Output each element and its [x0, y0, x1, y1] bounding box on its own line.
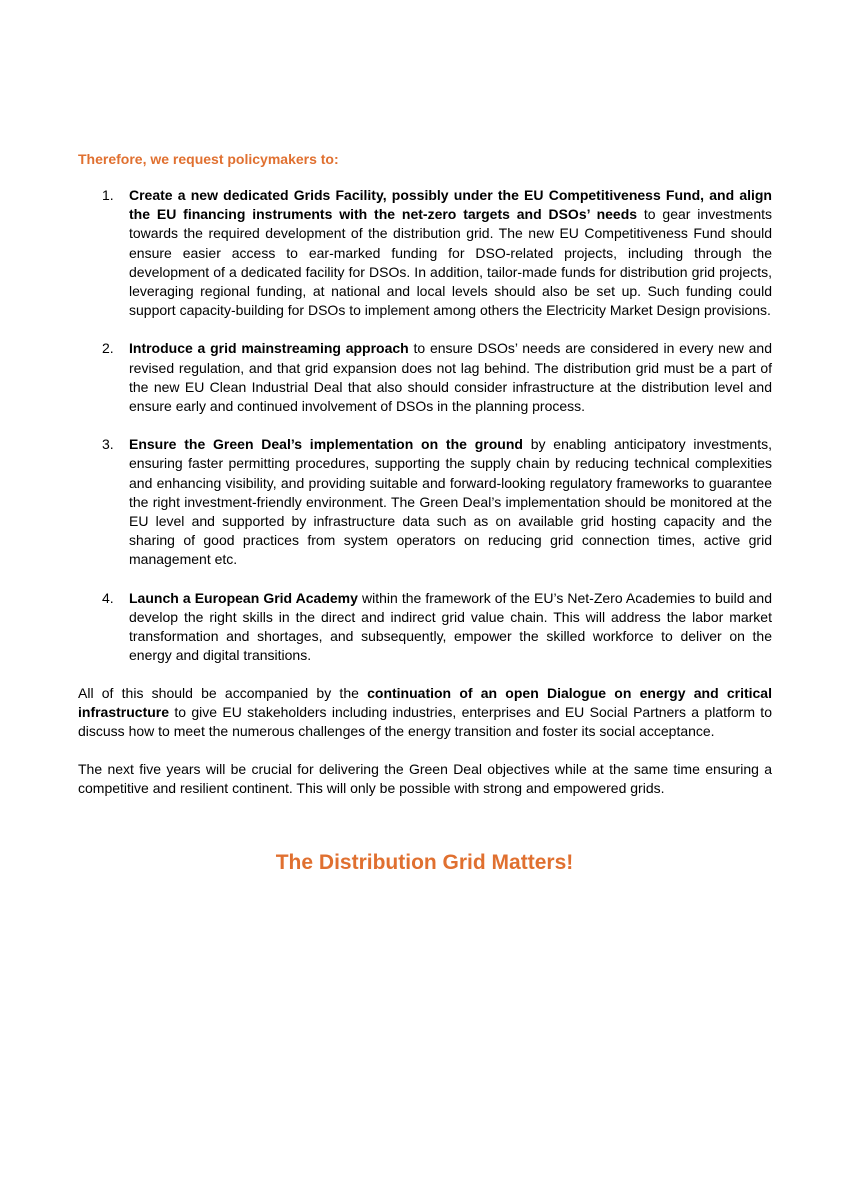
list-item [78, 186, 772, 320]
intro-heading: Therefore, we request policymakers to: [78, 151, 339, 167]
list-item-number: 1. [102, 187, 114, 203]
closing-slogan: The Distribution Grid Matters! [275, 851, 574, 874]
list-item-text: within the framework of the EU’s Net-Zero Academies to build and develop the right skills in the direct and indirect grid value chain. This will address the labor market transformation and shortages, and subsequently, empower the skilled workforce to deliver on the energy and digital transitions. [129, 589, 772, 664]
outlook-paragraph: The next five years will be crucial for delivering the Green Deal objectives while at the same time ensuring a competitive and resilient continent. This will only be possible with strong and empowered grids. [78, 761, 772, 797]
list-item [78, 589, 772, 666]
list-item [78, 435, 772, 569]
dialogue-paragraph-post: to give EU stakeholders including industries, enterprises and EU Social Partners a platform to discuss how to meet the numerous challenges of the energy transition and foster its social acceptance. [78, 704, 772, 740]
list-item-bold-text: Launch a European Grid Academy [129, 589, 358, 606]
list-item-text: to ensure DSOs’ needs are considered in every new and revised regulation, and that grid expansion does not lag behind. The distribution grid must be a part of the new EU Clean Industrial Deal that also should consider infrastructure at the distribution level and ensure early and continued involvement of DSOs in the planning process. [129, 340, 772, 415]
list-item-number: 2. [102, 340, 114, 357]
list-item-number: 4. [102, 589, 114, 606]
dialogue-paragraph [78, 684, 772, 742]
list-item-bold-text: Introduce a grid mainstreaming approach [129, 340, 409, 357]
list-item-text: to gear investments towards the required development of the distribution grid. The new EU Competitiveness Fund should ensure easier access to ear-marked funding for DSO-related projects, including through the development of a dedicated facility for DSOs. In addition, tailor-made funds for distribution grid projects, leveraging regional funding, at national and local levels should also be set up. Such funding could support capacity-building for DSOs to implement among others the Electricity Market Design provisions. [129, 206, 773, 319]
list-item-bold-text: Ensure the Green Deal’s implementation on the ground [129, 436, 523, 453]
dialogue-paragraph-bold: continuation of an open Dialogue on energy and critical infrastructure [78, 685, 772, 721]
list-item-text: by enabling anticipatory investments, ensuring faster permitting procedures, supporting the supply chain by reducing technical complexities and enhancing visibility, and providing suitable and forward-looking regulatory frameworks to guarantee the right investment-friendly environment. The Green Deal’s implementation should be monitored at the EU level and supported by infrastructure data such as on available grid hosting capacity and the sharing of good practices from system operators on reducing grid connection times, active grid management etc. [129, 436, 772, 568]
request-list [78, 186, 772, 684]
dialogue-paragraph-pre: All of this should be accompanied by the [78, 685, 368, 701]
list-item-number: 3. [102, 436, 114, 453]
list-item [78, 339, 772, 416]
list-item-bold-text: Create a new dedicated Grids Facility, possibly under the EU Competitiveness Fund, and align the EU financing instruments with the net-zero targets and DSOs’ needs [129, 187, 772, 223]
